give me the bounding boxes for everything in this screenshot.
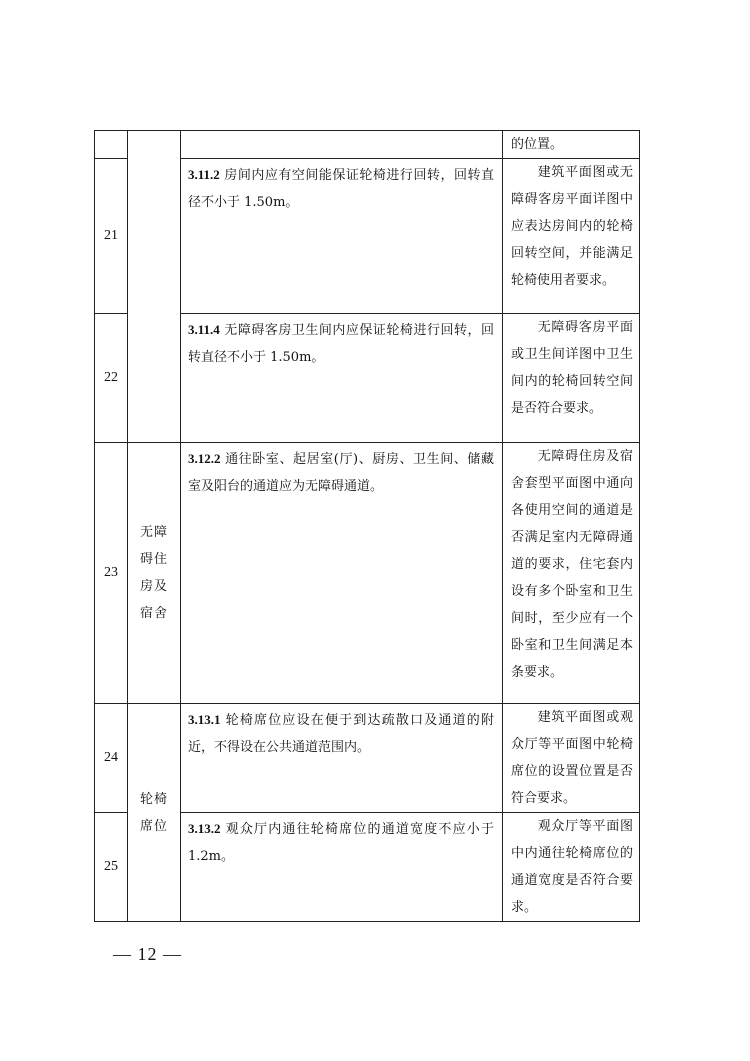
row-number: 23: [95, 443, 128, 704]
check-text: 建筑平面图或观众厅等平面图中轮椅席位的设置位置是否符合要求。: [511, 710, 633, 806]
row-number: 22: [95, 314, 128, 443]
clause-text: 观众厅内通往轮椅席位的通道宽度不应小于 1.2m。: [188, 822, 494, 864]
clause-number: 3.11.2: [188, 167, 220, 182]
check-cell: [503, 131, 640, 159]
row-number-cell: [95, 131, 128, 159]
check-text: 无障碍客房平面或卫生间详图中卫生间内的轮椅回转空间是否符合要求。: [511, 320, 633, 416]
check-cell: [503, 159, 640, 314]
check-text: 的位置。: [511, 137, 564, 152]
check-text: 无障碍住房及宿舍套型平面图中通向各使用空间的通道是否满足室内无障碍通道的要求，住宅套内设有多个卧室和卫生间时，至少应有一个卧室和卫生间满足本条要求。: [511, 449, 633, 680]
check-cell: [503, 813, 640, 922]
clause-number: 3.13.2: [188, 821, 221, 836]
category-label: 无障碍住房及宿舍: [139, 525, 168, 621]
category-label: 轮椅席位: [139, 791, 168, 834]
clause-cell: [181, 314, 503, 443]
page-number: — 12 —: [113, 944, 182, 964]
check-cell: [503, 704, 640, 813]
clause-number: 3.12.2: [188, 451, 221, 466]
clause-cell: [181, 159, 503, 314]
clause-cell: [181, 704, 503, 813]
clause-cell: [181, 813, 503, 922]
clause-text: 无障碍客房卫生间内应保证轮椅进行回转，回转直径不小于 1.50m。: [188, 323, 494, 365]
row-number: 24: [95, 704, 128, 813]
check-text: 观众厅等平面图中内通往轮椅席位的通道宽度是否符合要求。: [511, 819, 633, 915]
table-row-continuation: [95, 131, 640, 159]
check-text: 建筑平面图或无障碍客房平面详图中应表达房间内的轮椅回转空间，并能满足轮椅使用者要求。: [511, 165, 633, 288]
clause-number: 3.11.4: [188, 322, 220, 337]
check-cell: [503, 443, 640, 704]
row-number: 25: [95, 813, 128, 922]
clause-text: 通往卧室、起居室(厅)、厨房、卫生间、储藏室及阳台的通道应为无障碍通道。: [188, 452, 494, 494]
clause-text: 房间内应有空间能保证轮椅进行回转，回转直径不小于 1.50m。: [188, 168, 494, 210]
table-row: [95, 704, 640, 813]
category-cell: [128, 704, 181, 922]
row-number: 21: [95, 159, 128, 314]
clause-cell: [181, 131, 503, 159]
clause-cell: [181, 443, 503, 704]
clause-number: 3.13.1: [188, 712, 221, 727]
table-row: [95, 443, 640, 704]
category-cell: [128, 443, 181, 704]
review-table: [94, 130, 640, 922]
category-cell: [128, 131, 181, 443]
clause-text: 轮椅席位应设在便于到达疏散口及通道的附近，不得设在公共通道范围内。: [188, 713, 494, 755]
check-cell: [503, 314, 640, 443]
